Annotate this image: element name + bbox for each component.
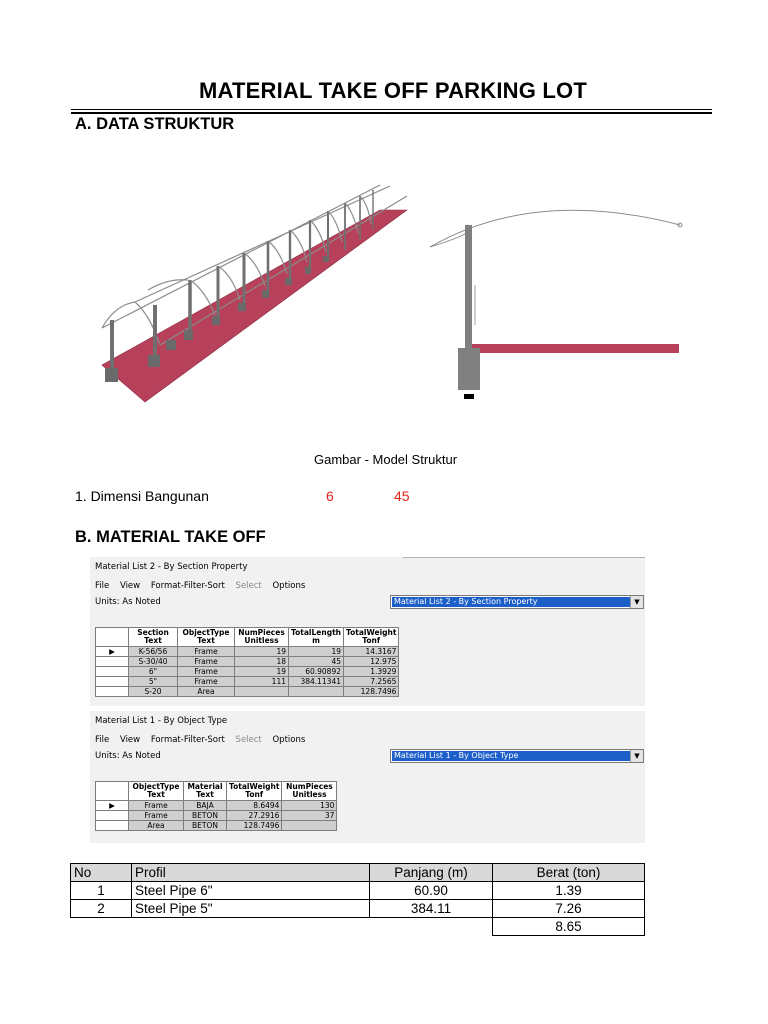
cell: 19 <box>235 667 289 677</box>
col-totallength[interactable]: TotalLength m <box>289 628 344 647</box>
table-row <box>71 882 645 900</box>
list-type-dropdown[interactable] <box>390 595 644 609</box>
cell: 18 <box>235 657 289 667</box>
cell: 19 <box>235 647 289 657</box>
cell: Frame <box>178 667 235 677</box>
cell: 7.2565 <box>344 677 399 687</box>
col-totalweight[interactable]: TotalWeight Tonf <box>344 628 399 647</box>
cell: Area <box>129 821 184 831</box>
material-list-1-window <box>90 711 645 843</box>
menu-view[interactable]: View <box>119 581 141 591</box>
cell: 384.11 <box>370 900 493 918</box>
col-section[interactable]: Section Text <box>129 628 178 647</box>
dimension-length-value: 45 <box>394 488 410 504</box>
col-numpieces[interactable]: NumPieces Unitless <box>282 782 337 801</box>
cell: BAJA <box>184 801 227 811</box>
object-type-table <box>95 781 337 831</box>
menu-file[interactable]: File <box>95 735 110 745</box>
menu-bar <box>95 581 313 591</box>
row-pointer-icon: ▶ <box>96 647 129 657</box>
menu-format-filter-sort[interactable]: Format-Filter-Sort <box>150 581 225 591</box>
cell: 19 <box>289 647 344 657</box>
row-pointer-icon: ▶ <box>96 801 129 811</box>
chevron-down-icon[interactable]: ▼ <box>630 596 643 608</box>
material-list-2-window <box>90 557 645 706</box>
col-profil: Profil <box>132 864 370 882</box>
col-panjang: Panjang (m) <box>370 864 493 882</box>
summary-header-row <box>71 864 645 882</box>
cell: 111 <box>235 677 289 687</box>
chevron-down-icon[interactable]: ▼ <box>630 750 643 762</box>
cell <box>289 687 344 697</box>
menu-select[interactable]: Select <box>235 581 262 591</box>
page-title: MATERIAL TAKE OFF PARKING LOT <box>199 78 587 103</box>
menu-options[interactable]: Options <box>272 735 306 745</box>
menu-bar <box>95 735 313 745</box>
cell: 45 <box>289 657 344 667</box>
summary-table <box>70 863 645 936</box>
cell: 37 <box>282 811 337 821</box>
model-3d-figure <box>90 180 410 410</box>
section-b-heading: B. MATERIAL TAKE OFF <box>75 528 266 546</box>
summary-total-row <box>71 918 645 936</box>
parking-slab <box>102 210 407 402</box>
cell: 27.2916 <box>227 811 282 821</box>
table-row[interactable] <box>96 647 399 657</box>
col-no: No <box>71 864 132 882</box>
menu-select[interactable]: Select <box>235 735 262 745</box>
cell: BETON <box>184 811 227 821</box>
menu-file[interactable]: File <box>95 581 110 591</box>
table-row[interactable] <box>96 657 399 667</box>
table-row[interactable] <box>96 677 399 687</box>
dropdown-value: Material List 1 - By Object Type <box>392 751 630 761</box>
window-title: Material List 2 - By Section Property <box>95 562 248 572</box>
model-elevation-figure <box>425 185 690 405</box>
cell: 8.6494 <box>227 801 282 811</box>
cell: 1.39 <box>493 882 645 900</box>
cell: K-56/56 <box>129 647 178 657</box>
col-totalweight[interactable]: TotalWeight Tonf <box>227 782 282 801</box>
table-row[interactable] <box>96 821 337 831</box>
cell: 60.90892 <box>289 667 344 677</box>
title-rule-thick <box>71 112 712 114</box>
figure-caption: Gambar - Model Struktur <box>314 452 458 467</box>
col-material[interactable]: Material Text <box>184 782 227 801</box>
cell: 7.26 <box>493 900 645 918</box>
cell: Frame <box>178 647 235 657</box>
cell: Frame <box>129 811 184 821</box>
window-title: Material List 1 - By Object Type <box>95 716 228 726</box>
cell: Frame <box>178 677 235 687</box>
cell: 5" <box>129 677 178 687</box>
cell <box>235 687 289 697</box>
cell <box>282 821 337 831</box>
menu-view[interactable]: View <box>119 735 141 745</box>
cell: 12.975 <box>344 657 399 667</box>
table-row[interactable] <box>96 811 337 821</box>
table-row[interactable] <box>96 687 399 697</box>
title-rule-thin <box>71 109 712 110</box>
units-label: Units: As Noted <box>95 751 161 761</box>
cell: 14.3167 <box>344 647 399 657</box>
dropdown-value: Material List 2 - By Section Property <box>392 597 630 607</box>
cell: S-20 <box>129 687 178 697</box>
anchor-block <box>464 394 474 399</box>
slab-section <box>472 344 679 353</box>
table-row[interactable] <box>96 667 399 677</box>
cell: 2 <box>71 900 132 918</box>
cell: Frame <box>129 801 184 811</box>
cell: 60.90 <box>370 882 493 900</box>
col-objecttype[interactable]: ObjectType Text <box>129 782 184 801</box>
col-numpieces[interactable]: NumPieces Unitless <box>235 628 289 647</box>
footing <box>458 348 480 390</box>
menu-format-filter-sort[interactable]: Format-Filter-Sort <box>150 735 225 745</box>
total-weight: 8.65 <box>493 918 645 936</box>
col-objecttype[interactable]: ObjectType Text <box>178 628 235 647</box>
section-property-table <box>95 627 399 697</box>
cell: 130 <box>282 801 337 811</box>
cell: 1 <box>71 882 132 900</box>
cell: 1.3929 <box>344 667 399 677</box>
cell: Steel Pipe 6" <box>132 882 370 900</box>
cell: BETON <box>184 821 227 831</box>
menu-options[interactable]: Options <box>272 581 306 591</box>
cell: 6" <box>129 667 178 677</box>
cell: S-30/40 <box>129 657 178 667</box>
list-type-dropdown[interactable] <box>390 749 644 763</box>
table-row[interactable] <box>96 801 337 811</box>
dimension-width-value: 6 <box>326 488 334 504</box>
section-a-heading: A. DATA STRUKTUR <box>75 115 235 133</box>
cell: Area <box>178 687 235 697</box>
dimension-label: 1. Dimensi Bangunan <box>75 488 209 504</box>
table-row <box>71 900 645 918</box>
units-label: Units: As Noted <box>95 597 161 607</box>
cell: 384.11341 <box>289 677 344 687</box>
cell: 128.7496 <box>344 687 399 697</box>
cell: Frame <box>178 657 235 667</box>
column <box>465 225 472 350</box>
cell: 128.7496 <box>227 821 282 831</box>
col-berat: Berat (ton) <box>493 864 645 882</box>
cell: Steel Pipe 5" <box>132 900 370 918</box>
